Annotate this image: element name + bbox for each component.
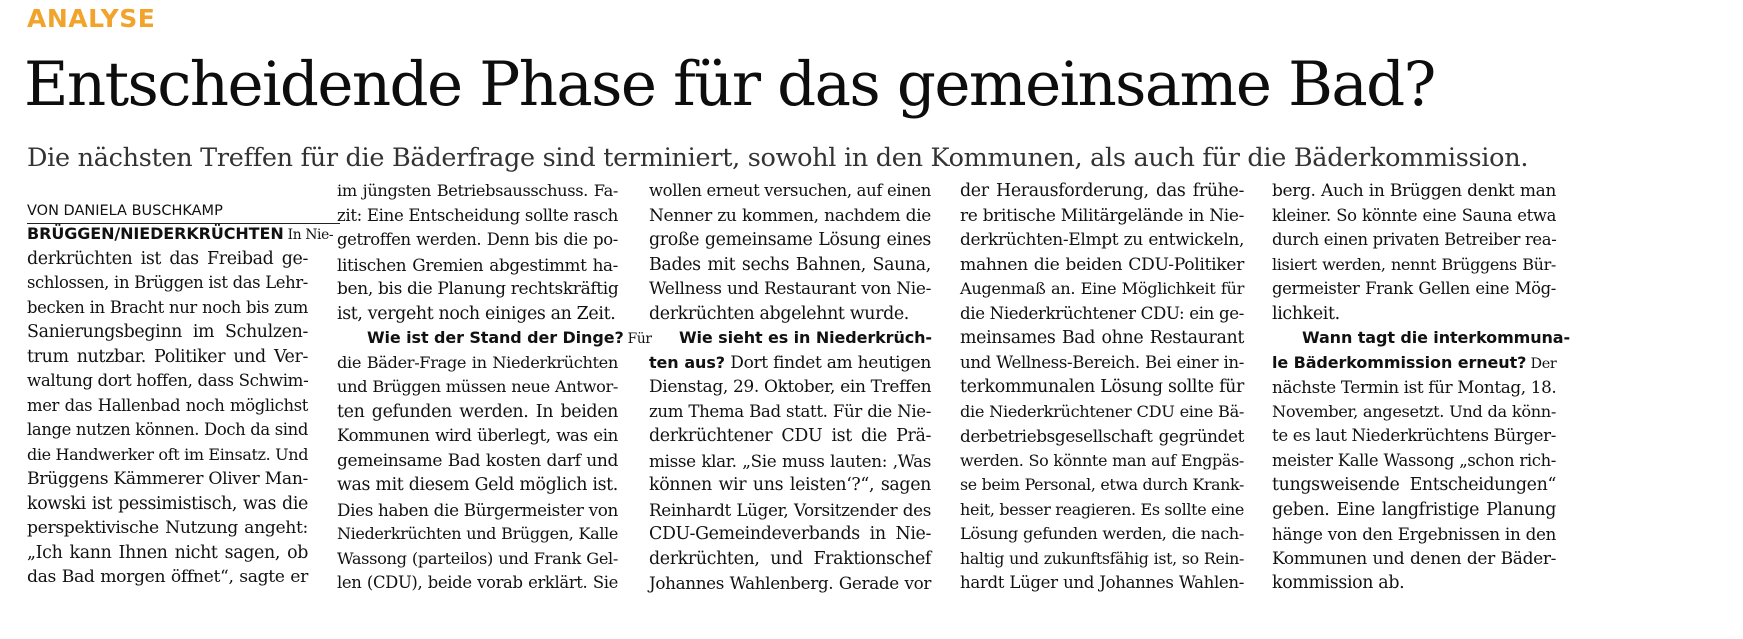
text-line <box>1272 204 1556 229</box>
body-text: Kommunen wird überlegt, was ein <box>337 426 618 445</box>
body-text: Reinhardt Lüger, Vorsitzender des <box>649 499 931 520</box>
article-kicker: ANALYSE <box>27 4 156 33</box>
text-line <box>27 394 308 419</box>
text-line <box>337 351 618 376</box>
text-line <box>337 522 618 547</box>
body-text: der Herausforderung, das frühe- <box>960 181 1244 201</box>
body-text: große gemeinsame Lösung eines <box>649 230 931 250</box>
body-text: lisiert werden, nennt Brüggens Bür- <box>1272 254 1556 274</box>
body-text: hardt Lüger und Johannes Wahlen- <box>960 573 1244 592</box>
text-line <box>27 467 308 492</box>
text-line <box>960 498 1244 523</box>
body-text: Dort findet am heutigen <box>724 352 931 373</box>
body-text: derkrüchten ist das Freibad ge- <box>27 248 308 269</box>
body-text: kommission ab. <box>1272 573 1405 593</box>
body-text: können wir uns leisten‘?“, sagen <box>649 475 931 495</box>
text-line <box>337 400 618 425</box>
text-line <box>1272 277 1556 302</box>
bold-lead-in: ten aus? <box>649 352 725 372</box>
text-line <box>27 541 308 566</box>
body-text: Lösung gefunden werden, die nach- <box>960 524 1244 543</box>
text-line <box>960 253 1244 278</box>
text-column-1 <box>27 222 334 590</box>
article-headline: Entscheidende Phase für das gemeinsame Bad? <box>24 49 1435 120</box>
body-text: meister Kalle Wassong „schon rich- <box>1272 450 1556 470</box>
bold-lead-in: BRÜGGEN/NIEDERKRÜCHTEN <box>27 224 284 243</box>
text-line <box>960 228 1244 253</box>
body-text: waltung dort hoffen, dass Schwim- <box>27 371 309 390</box>
body-text: die Bäder-Frage in Niederkrüchten <box>337 352 618 372</box>
text-line <box>960 277 1244 302</box>
text-line <box>1272 522 1556 547</box>
body-text: lange nutzen können. Doch da sind <box>27 420 308 439</box>
body-text: derbetriebsgesellschaft gegründet <box>960 426 1244 446</box>
text-line <box>27 369 308 394</box>
text-line <box>337 302 618 327</box>
body-text: Bades mit sechs Bahnen, Sauna, <box>649 254 931 275</box>
body-text: Niederkrüchten und Brüggen, Kalle <box>337 524 618 543</box>
text-line <box>337 375 618 400</box>
body-text: die Niederkrüchtener CDU: ein ge- <box>960 303 1244 323</box>
text-line <box>27 296 308 321</box>
text-line <box>27 565 308 590</box>
text-line <box>337 571 618 596</box>
text-line <box>1272 375 1556 400</box>
text-line <box>337 449 618 474</box>
body-text: becken in Bracht nur noch bis zum <box>27 297 308 317</box>
body-text: derkrüchten-Elmpt zu entwickeln, <box>960 230 1244 250</box>
text-line <box>1272 424 1556 449</box>
text-line <box>337 424 618 449</box>
body-text: was mit diesem Geld möglich ist. <box>337 475 618 495</box>
body-text: se beim Personal, etwa durch Krank- <box>960 475 1244 494</box>
text-line <box>960 375 1244 400</box>
text-line <box>1272 253 1556 278</box>
body-text: zum Thema Bad statt. Für die Nie- <box>649 401 931 421</box>
body-text: re britische Militärgelände in Nie- <box>960 205 1244 226</box>
body-text: die Niederkrüchtener CDU eine Bä- <box>960 401 1244 421</box>
body-text: derkrüchten abgelehnt wurde. <box>649 303 909 324</box>
body-text: Brüggens Kämmerer Oliver Man- <box>27 469 308 489</box>
body-text: Kommunen und denen der Bäder- <box>1272 548 1556 569</box>
text-line <box>649 498 931 523</box>
body-text: durch einen privaten Betreiber rea- <box>1272 230 1557 249</box>
body-text: Für <box>623 331 652 347</box>
body-text: te es laut Niederkrüchtens Bürger- <box>1272 426 1556 445</box>
body-text: das Bad morgen öffnet“, sagte er <box>27 567 308 587</box>
body-text: berg. Auch in Brüggen denkt man <box>1272 181 1556 201</box>
body-text: ben, bis die Planung rechtskräftig <box>337 279 619 299</box>
text-line <box>960 473 1244 498</box>
body-text: nächste Termin ist für Montag, 18. <box>1272 377 1557 397</box>
text-line <box>649 253 931 278</box>
text-line <box>960 571 1244 596</box>
body-text: gemeinsame Bad kosten darf und <box>337 450 618 471</box>
body-text: Wassong (parteilos) und Frank Gel- <box>337 548 618 568</box>
body-text: und Wellness-Bereich. Bei einer in- <box>960 352 1244 372</box>
body-text: die Handwerker oft im Einsatz. Und <box>27 444 309 464</box>
bold-lead-in: Wann tagt die interkommuna- <box>1302 328 1571 347</box>
body-text: hänge von den Ergebnissen in den <box>1272 524 1556 544</box>
body-text: Sanierungsbeginn im Schulzen- <box>27 322 308 342</box>
text-line <box>960 351 1244 376</box>
body-text: derkrüchten, und Fraktionschef <box>649 548 931 569</box>
body-text: November, angesetzt. Und da könn- <box>1272 401 1556 421</box>
body-text: Dies haben die Bürgermeister von <box>337 499 618 520</box>
text-line <box>960 302 1244 327</box>
body-text: litischen Gremien abgestimmt ha- <box>337 254 618 275</box>
text-line <box>649 179 931 204</box>
text-line <box>337 326 652 351</box>
bold-lead-in: Wie sieht es in Niederkrüch- <box>679 328 932 347</box>
text-line <box>27 516 308 541</box>
text-line <box>1272 326 1571 351</box>
body-text: kleiner. So könnte eine Sauna etwa <box>1272 205 1556 225</box>
body-text: zit: Eine Entscheidung sollte rasch <box>337 205 618 225</box>
text-line <box>1272 351 1556 376</box>
text-line <box>960 204 1244 229</box>
text-line <box>337 473 618 498</box>
text-line <box>337 277 618 302</box>
text-line <box>27 492 308 517</box>
body-text: haltig und zukunftsfähig ist, so Rein- <box>960 548 1244 568</box>
body-text: Dienstag, 29. Oktober, ein Treffen <box>649 377 932 397</box>
text-line <box>649 473 931 498</box>
body-text: trum nutzbar. Politiker und Ver- <box>27 346 308 367</box>
text-line <box>649 571 931 596</box>
text-line <box>649 326 931 351</box>
text-line <box>960 449 1244 474</box>
text-line <box>649 302 931 327</box>
article-subtitle: Die nächsten Treffen für die Bäderfrage sind terminiert, sowohl in den Kommunen, als auch für die Bäderkommission. <box>27 143 1529 173</box>
text-line <box>27 247 308 272</box>
body-text: germeister Frank Gellen eine Mög- <box>1272 279 1556 298</box>
text-line <box>337 253 618 278</box>
body-text: Der <box>1526 355 1557 372</box>
text-line <box>649 277 931 302</box>
body-text: mer das Hallenbad noch möglichst <box>27 395 308 415</box>
text-line <box>649 547 931 572</box>
text-line <box>337 204 618 229</box>
text-line <box>649 204 931 229</box>
body-text: Augenmaß an. Eine Möglichkeit für <box>960 279 1244 298</box>
text-line <box>337 228 618 253</box>
bold-lead-in: Wie ist der Stand der Dinge? <box>367 328 624 347</box>
body-text: im jüngsten Betriebsausschuss. Fa- <box>337 181 618 200</box>
text-line <box>649 375 931 400</box>
text-line <box>960 522 1244 547</box>
text-line <box>1272 571 1556 596</box>
body-text: Wellness und Restaurant von Nie- <box>649 279 931 299</box>
text-line <box>960 547 1244 572</box>
text-line <box>649 424 931 449</box>
text-line <box>337 179 618 204</box>
text-line <box>337 547 618 572</box>
body-text: misse klar. „Sie muss lauten: ‚Was <box>649 450 931 471</box>
text-line <box>1272 302 1556 327</box>
body-text: CDU-Gemeindeverbands in Nie- <box>649 524 931 544</box>
body-text: ist, vergeht noch einiges an Zeit. <box>337 303 616 324</box>
body-text: Nenner zu kommen, nachdem die <box>649 205 931 226</box>
body-text: perspektivische Nutzung angeht: <box>27 518 308 538</box>
text-line <box>27 418 308 443</box>
body-text: „Ich kann Ihnen nicht sagen, ob <box>27 542 308 563</box>
bold-lead-in: le Bäderkommission erneut? <box>1272 352 1527 372</box>
body-text: In Nie- <box>283 227 334 243</box>
text-line <box>960 179 1244 204</box>
text-line <box>649 400 931 425</box>
body-text: terkommunalen Lösung sollte für <box>960 377 1244 397</box>
body-text: heit, besser reagieren. Es sollte eine <box>960 499 1245 519</box>
body-text: Johannes Wahlenberg. Gerade vor <box>649 573 931 593</box>
body-text: derkrüchtener CDU ist die Prä- <box>649 426 931 446</box>
text-column-3 <box>649 179 931 596</box>
body-text: wollen erneut versuchen, auf einen <box>649 181 931 200</box>
text-line <box>27 271 308 296</box>
text-line <box>1272 498 1556 523</box>
text-line <box>1272 449 1556 474</box>
text-line <box>649 522 931 547</box>
text-line <box>649 449 931 474</box>
body-text: tungsweisende Entscheidungen“ <box>1272 475 1556 495</box>
text-line <box>1272 547 1556 572</box>
body-text: geben. Eine langfristige Planung <box>1272 499 1556 520</box>
text-line <box>27 320 308 345</box>
text-line <box>649 228 931 253</box>
text-line <box>1272 473 1556 498</box>
text-line <box>1272 400 1556 425</box>
text-column-4 <box>960 179 1244 596</box>
text-column-2 <box>337 179 652 596</box>
body-text: kowski ist pessimistisch, was die <box>27 493 308 514</box>
body-text: meinsames Bad ohne Restaurant <box>960 328 1244 348</box>
body-text: und Brüggen müssen neue Antwor- <box>337 377 618 396</box>
text-line <box>1272 179 1556 204</box>
text-line <box>649 351 931 376</box>
body-text: schlossen, in Brüggen ist das Lehr- <box>27 273 308 292</box>
text-line <box>27 222 334 247</box>
article-byline: VON DANIELA BUSCHKAMP <box>27 201 340 224</box>
text-line <box>960 424 1244 449</box>
body-text: ten gefunden werden. In beiden <box>337 401 618 422</box>
text-line <box>337 498 618 523</box>
text-line <box>27 345 308 370</box>
text-column-5 <box>1272 179 1571 596</box>
body-text: getroffen werden. Denn bis die po- <box>337 230 618 249</box>
text-line <box>1272 228 1556 253</box>
body-text: mahnen die beiden CDU-Politiker <box>960 254 1244 275</box>
text-line <box>960 400 1244 425</box>
text-line <box>27 443 308 468</box>
body-text: werden. So könnte man auf Engpäs- <box>960 450 1244 470</box>
text-line <box>960 326 1244 351</box>
body-text: len (CDU), beide vorab erklärt. Sie <box>337 573 618 592</box>
body-text: lichkeit. <box>1272 303 1340 324</box>
